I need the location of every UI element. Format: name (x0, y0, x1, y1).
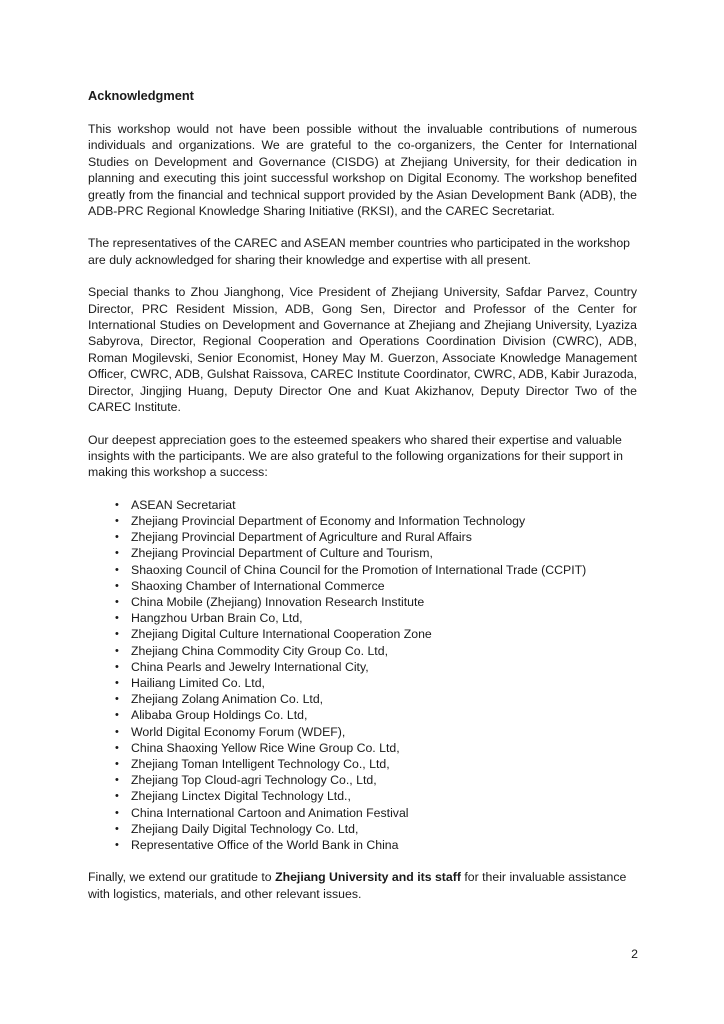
list-item (88, 805, 637, 821)
list-item (88, 772, 637, 788)
organization-list (88, 497, 637, 853)
list-item-label: Zhejiang Provincial Department of Economy and Information Technology (131, 513, 526, 528)
list-item (88, 562, 637, 578)
bullet-icon: • (115, 676, 119, 689)
list-item (88, 707, 637, 723)
bullet-icon: • (115, 709, 119, 722)
list-item (88, 837, 637, 853)
page-title: Acknowledgment (88, 88, 194, 103)
list-item (88, 610, 637, 626)
list-item (88, 545, 637, 561)
list-item (88, 821, 637, 837)
bullet-icon: • (115, 741, 119, 754)
list-item-label: Hailiang Limited Co. Ltd, (131, 675, 265, 690)
bullet-icon: • (115, 628, 119, 641)
list-item-label: Zhejiang Top Cloud-agri Technology Co., Ltd, (131, 773, 377, 788)
list-item-label: China Mobile (Zhejiang) Innovation Research Institute (131, 594, 425, 609)
list-item-label: World Digital Economy Forum (WDEF), (131, 724, 346, 739)
list-item (88, 788, 637, 804)
intro-paragraph: This workshop would not have been possible without the invaluable contributions of numerous individuals and organizations. We are grateful to the co-organizers, the Center for International Studies on Development and Governance (CISDG) at Zhejiang University, for their dedication in planning and executing this joint successful workshop on Digital Economy. The workshop benefited greatly from the financial and technical support provided by the Asian Development Bank (ADB), the ADB-PRC Regional Knowledge Sharing Initiative (RKSI), and the CAREC Secretariat. (88, 122, 637, 219)
list-item (88, 594, 637, 610)
list-item-label: Hangzhou Urban Brain Co, Ltd, (131, 611, 303, 626)
list-item (88, 497, 637, 513)
page-number: 2 (631, 947, 638, 961)
bullet-icon: • (115, 563, 119, 576)
list-item-label: Alibaba Group Holdings Co. Ltd, (131, 708, 308, 723)
list-item (88, 724, 637, 740)
bullet-icon: • (115, 498, 119, 511)
list-item (88, 675, 637, 691)
list-item-label: Representative Office of the World Bank in China (131, 837, 399, 852)
list-item (88, 691, 637, 707)
bullet-icon: • (115, 725, 119, 738)
participants-paragraph: The representatives of the CAREC and ASEAN member countries who participated in the workshop are duly acknowledged for sharing their knowledge and expertise with all present. (88, 236, 631, 267)
list-item-label: China Pearls and Jewelry International City, (131, 659, 369, 674)
bullet-icon: • (115, 595, 119, 608)
list-item-label: Shaoxing Chamber of International Commerce (131, 578, 385, 593)
bullet-icon: • (115, 579, 119, 592)
bullet-icon: • (115, 644, 119, 657)
list-item-label: Zhejiang Daily Digital Technology Co. Ltd, (131, 821, 359, 836)
list-item (88, 740, 637, 756)
list-item-label: Shaoxing Council of China Council for the Promotion of International Trade (CCPIT) (131, 562, 587, 577)
bullet-icon: • (115, 693, 119, 706)
list-item-label: Zhejiang China Commodity City Group Co. Ltd, (131, 643, 388, 658)
list-item-label: China International Cartoon and Animation Festival (131, 805, 409, 820)
page-content (88, 88, 637, 918)
bullet-icon: • (115, 660, 119, 673)
bullet-icon: • (115, 838, 119, 851)
list-item (88, 756, 637, 772)
bullet-icon: • (115, 790, 119, 803)
closing-paragraph (88, 869, 637, 902)
list-item (88, 578, 637, 594)
bullet-icon: • (115, 806, 119, 819)
bullet-icon: • (115, 774, 119, 787)
bullet-icon: • (115, 757, 119, 770)
list-item-label: Zhejiang Toman Intelligent Technology Co., Ltd, (131, 756, 390, 771)
speakers-paragraph: Our deepest appreciation goes to the esteemed speakers who shared their expertise and valuable insights with the participants. We are also grateful to the following organizations for their support in making this workshop a success: (88, 432, 623, 480)
list-item-label: Zhejiang Provincial Department of Culture and Tourism, (131, 546, 433, 561)
list-item (88, 529, 637, 545)
bullet-icon: • (115, 547, 119, 560)
list-item-label: Zhejiang Digital Culture International Cooperation Zone (131, 627, 432, 642)
list-item-label: China Shaoxing Yellow Rice Wine Group Co. Ltd, (131, 740, 400, 755)
bullet-icon: • (115, 822, 119, 835)
closing-bold: Zhejiang University and its staff (275, 870, 461, 885)
list-item-label: Zhejiang Zolang Animation Co. Ltd, (131, 692, 324, 707)
closing-suffix: for their invaluable assistance with logistics, materials, and other relevant issues. (88, 870, 627, 901)
list-item (88, 513, 637, 529)
list-item (88, 626, 637, 642)
list-item (88, 659, 637, 675)
closing-prefix: Finally, we extend our gratitude to (88, 870, 276, 885)
bullet-icon: • (115, 514, 119, 527)
special-thanks-paragraph: Special thanks to Zhou Jianghong, Vice President of Zhejiang University, Safdar Parvez, Country Director, PRC Resident Mission, ADB, Gong Sen, Director and Professor of the Center for International Studies on Development and Governance at Zhejiang and Zhejiang University, Lyaziza Sabyrova, Director, Regional Cooperation and Operations Coordination Division (CWRC), ADB, Roman Mogilevski, Senior Economist, Honey May M. Guerzon, Associate Knowledge Management Officer, CWRC, ADB, Gulshat Raissova, CAREC Institute Coordinator, CWRC, ADB, Kabir Jurazoda, Director, Jingjing Huang, Deputy Director One and Kuat Akizhanov, Deputy Director Two of the CAREC Institute. (88, 285, 637, 415)
list-item-label: Zhejiang Provincial Department of Agriculture and Rural Affairs (131, 530, 472, 545)
bullet-icon: • (115, 612, 119, 625)
list-item (88, 643, 637, 659)
list-item-label: Zhejiang Linctex Digital Technology Ltd., (131, 789, 351, 804)
list-item-label: ASEAN Secretariat (131, 497, 236, 512)
bullet-icon: • (115, 531, 119, 544)
